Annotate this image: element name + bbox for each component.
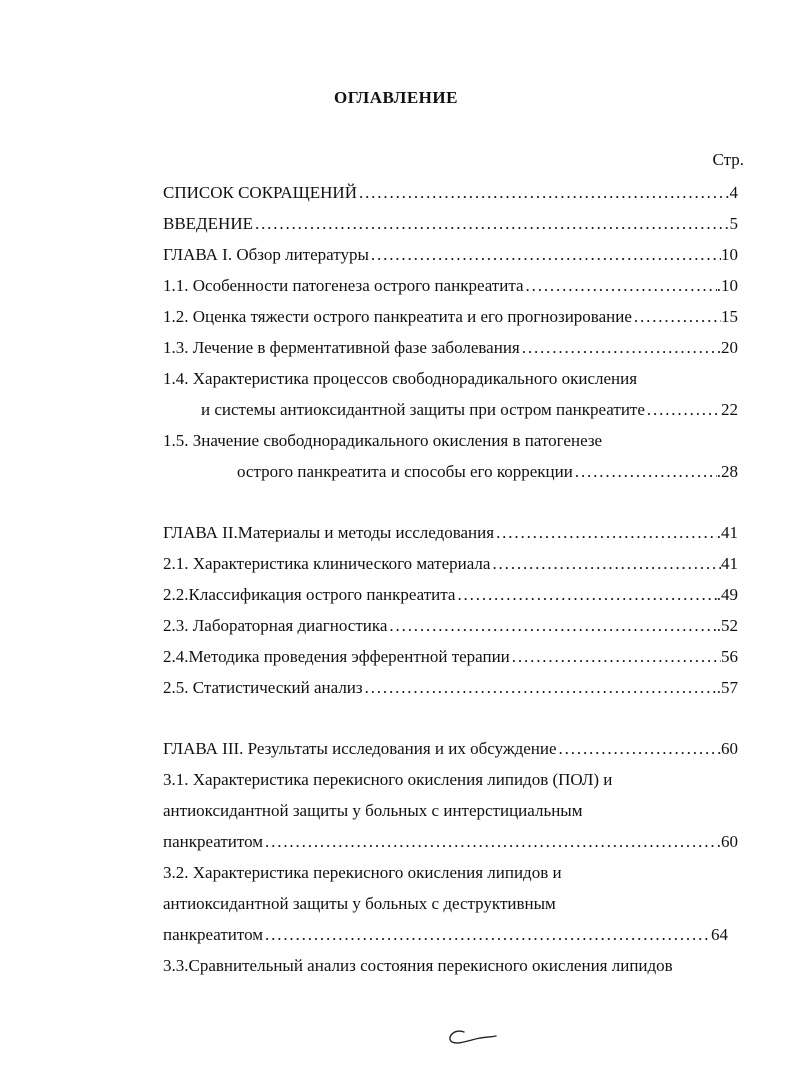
toc-entry: 2.4.Методика проведения эфферентной терапии . . . 56 (163, 647, 738, 667)
toc-entry: ГЛАВА I. Обзор литературы . . . 10 (163, 245, 738, 265)
toc-entry: 1.2. Оценка тяжести острого панкреатита и его прогнозирование . . . 15 (163, 307, 738, 327)
toc-entry: 2.3. Лабораторная диагностика . . . .52 (163, 616, 738, 636)
page-column-label: Стр. (712, 150, 744, 169)
toc-entry: 2.1. Характеристика клинического материала . . . 41 (163, 554, 738, 574)
toc-entry: 2.5. Статистический анализ . . . .57 (163, 678, 738, 698)
toc-entry: ГЛАВА II.Материалы и методы исследования . . . .41 (163, 523, 738, 543)
toc-entry: ГЛАВА III. Результаты исследования и их обсуждение . . . 60 (163, 739, 738, 759)
page-title: ОГЛАВЛЕНИЕ (334, 88, 458, 107)
toc-entry: панкреатитом . . . .60 (163, 832, 738, 852)
toc-entry: антиоксидантной защиты у больных с интерстициальным (163, 801, 583, 820)
toc-entry: 1.3. Лечение в ферментативной фазе заболевания . . . 20 (163, 338, 738, 358)
toc-entry: ВВЕДЕНИЕ . . . 5 (163, 214, 738, 234)
toc-entry: 1.1. Особенности патогенеза острого панкреатита . . . .10 (163, 276, 738, 296)
toc-entry: панкреатитом . . . 64 (163, 925, 728, 945)
signature-mark (440, 1018, 500, 1048)
toc-entry: антиоксидантной защиты у больных с деструктивным (163, 894, 556, 913)
toc-entry: острого панкреатита и способы его коррекции . . . .28 (237, 462, 738, 482)
toc-entry: 3.1. Характеристика перекисного окисления липидов (ПОЛ) и (163, 770, 613, 789)
toc-entry: 1.5. Значение свободнорадикального окисления в патогенезе (163, 431, 603, 450)
toc-entry: 3.2. Характеристика перекисного окисления липидов и (163, 863, 562, 882)
toc-entry: 3.3.Сравнительный анализ состояния перекисного окисления липидов (163, 956, 673, 975)
toc-entry: СПИСОК СОКРАЩЕНИЙ . . . .4 (163, 183, 738, 203)
toc-entry: 1.4. Характеристика процессов свободнорадикального окисления (163, 369, 638, 388)
toc-entry: 2.2.Классификация острого панкреатита . . . .49 (163, 585, 738, 605)
toc-entry: и системы антиоксидантной защиты при остром панкреатите . . . 22 (201, 400, 738, 420)
